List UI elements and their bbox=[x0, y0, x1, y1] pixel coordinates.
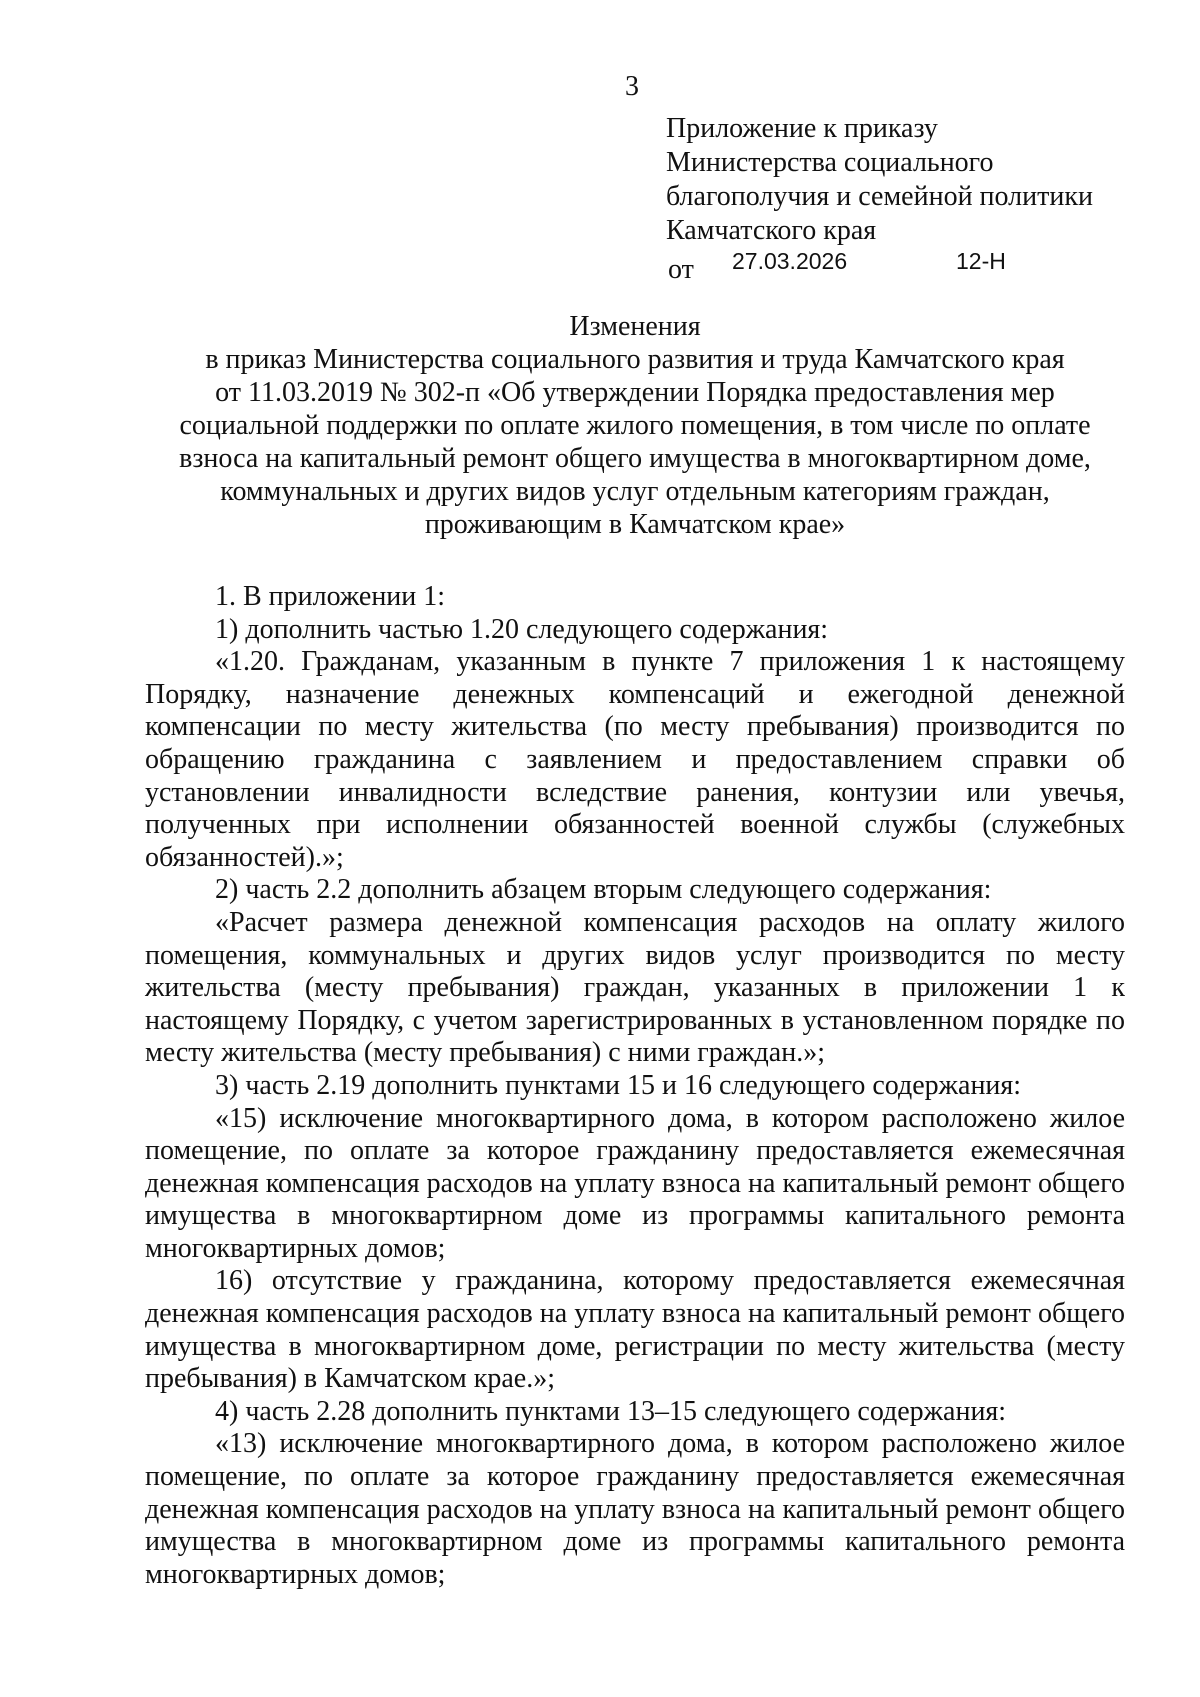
appendix-header bbox=[666, 112, 1093, 248]
title-line: проживающим в Камчатском крае» bbox=[424, 509, 846, 540]
title-line: взноса на капитальный ремонт общего имущества в многоквартирном доме, bbox=[179, 443, 1091, 474]
paragraph: «Расчет размера денежной компенсация расходов на оплату жилого помещения, коммунальных и других видов услуг производится по месту жительства (месту пребывания) граждан, указанных в приложении 1 к настоящему Порядку, с учетом зарегистрированных в установленном порядке по месту жительства (месту пребывания) с ними граждан.»; bbox=[145, 906, 1125, 1069]
order-date: 27.03.2026 bbox=[732, 248, 848, 274]
order-date-number bbox=[666, 248, 1026, 288]
title-heading: Изменения bbox=[569, 311, 701, 342]
title-line: социальной поддержки по оплате жилого помещения, в том числе по оплате bbox=[179, 410, 1091, 441]
header-line: Министерства социального bbox=[666, 147, 994, 178]
paragraph: «15) исключение многоквартирного дома, в котором расположено жилое помещение, по оплате за которое гражданину предоставляется ежемесячная денежная компенсация расходов на уплату взноса на капитальный ремонт общего имущества в многоквартирном доме из программы капитального ремонта многоквартирных домов; bbox=[145, 1102, 1125, 1264]
paragraph: 16) отсутствие у гражданина, которому предоставляется ежемесячная денежная компенсация расходов на уплату взноса на капитальный ремонт общего имущества в многоквартирном доме, регистрации по месту жительства (месту пребывания) в Камчатском крае.»; bbox=[145, 1265, 1125, 1395]
paragraph: 1) дополнить частью 1.20 следующего содержания: bbox=[215, 613, 829, 645]
document-body bbox=[145, 581, 1125, 1591]
title-line: коммунальных и других видов услуг отдельным категориям граждан, bbox=[220, 476, 1050, 507]
paragraph: 4) часть 2.28 дополнить пунктами 13–15 следующего содержания: bbox=[215, 1395, 1007, 1427]
title-line: в приказ Министерства социального развития и труда Камчатского края bbox=[205, 344, 1065, 375]
page-number: 3 bbox=[625, 71, 639, 102]
title-line: от 11.03.2019 № 302-п «Об утверждении Порядка предоставления мер bbox=[215, 377, 1055, 408]
paragraph: 1. В приложении 1: bbox=[215, 581, 446, 612]
from-label: от bbox=[668, 254, 694, 285]
header-line: благополучия и семейной политики bbox=[666, 181, 1093, 212]
header-line: Приложение к приказу bbox=[666, 113, 938, 144]
header-line: Камчатского края bbox=[666, 215, 877, 246]
order-number: 12-Н bbox=[956, 248, 1006, 274]
document-title bbox=[145, 310, 1125, 541]
paragraph: «1.20. Гражданам, указанным в пункте 7 приложения 1 к настоящему Порядку, назначение денежных компенсаций и ежегодной денежной компенсации по месту жительства (по месту пребывания) производится по обращению гражданина с заявлением и предоставлением справки об установлении инвалидности вследствие ранения, контузии или увечья, полученных при исполнении обязанностей военной службы (служебных обязанностей).»; bbox=[145, 646, 1125, 873]
paragraph: «13) исключение многоквартирного дома, в котором расположено жилое помещение, по оплате за которое гражданину предоставляется ежемесячная денежная компенсация расходов на уплату взноса на капитальный ремонт общего имущества в многоквартирном доме из программы капитального ремонта многоквартирных домов; bbox=[145, 1428, 1125, 1590]
paragraph: 2) часть 2.2 дополнить абзацем вторым следующего содержания: bbox=[215, 874, 992, 906]
paragraph: 3) часть 2.19 дополнить пунктами 15 и 16 следующего содержания: bbox=[215, 1069, 1022, 1101]
